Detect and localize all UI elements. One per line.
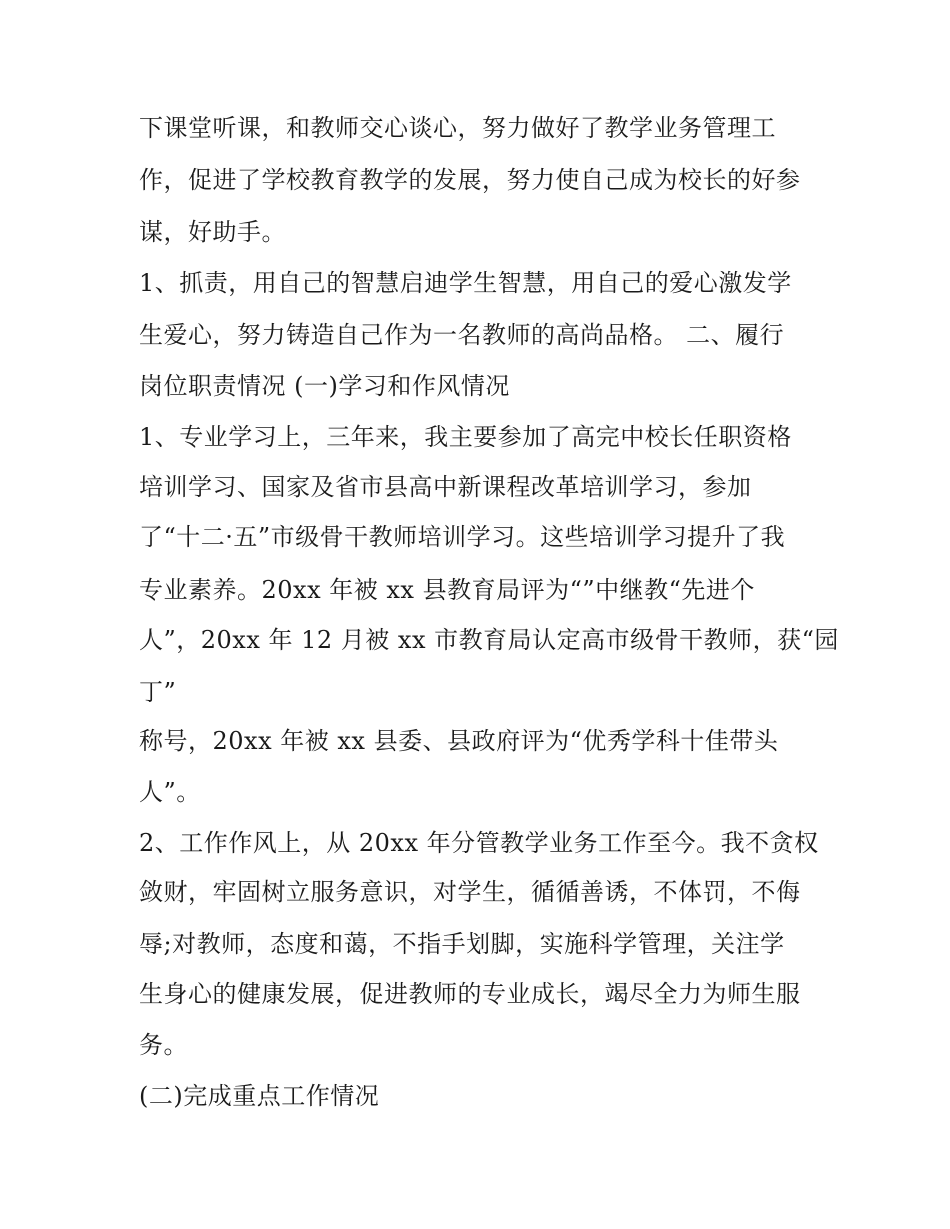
text-line: 培训学习、国家及省市县高中新课程改革培训学习，参加 bbox=[139, 473, 752, 501]
text-line: 作，促进了学校教育教学的发展，努力使自己成为校长的好参 bbox=[139, 166, 801, 194]
text-line: 敛财，牢固树立服务意识，对学生，循循善诱，不体罚，不侮 bbox=[139, 878, 801, 906]
text-line: 专业素养。20xx 年被 xx 县教育局评为“”中继教“先进个 bbox=[139, 576, 755, 604]
text-line: 下课堂听课，和教师交心谈心，努力做好了教学业务管理工 bbox=[139, 114, 776, 142]
section-heading: (二)完成重点工作情况 bbox=[139, 1082, 380, 1110]
text-line: 人”，20xx 年 12 月被 xx 市教育局认定高市级骨干教师，获“园 bbox=[139, 626, 839, 654]
text-line: 丁” bbox=[139, 678, 177, 706]
text-line: 岗位职责情况 (一)学习和作风情况 bbox=[139, 372, 510, 400]
text-line: 人”。 bbox=[139, 778, 201, 806]
text-line: 1、抓责，用自己的智慧启迪学生智慧，用自己的爱心激发学 bbox=[139, 269, 792, 297]
text-line: 称号，20xx 年被 xx 县委、县政府评为“优秀学科十佳带头 bbox=[139, 727, 779, 755]
text-line: 务。 bbox=[139, 1031, 188, 1059]
text-line: 1、专业学习上，三年来，我主要参加了高完中校长任职资格 bbox=[139, 423, 792, 451]
text-line: 2、工作作风上，从 20xx 年分管教学业务工作至今。我不贪权 bbox=[139, 829, 819, 857]
text-line: 了“十二·五”市级骨干教师培训学习。这些培训学习提升了我 bbox=[139, 523, 786, 551]
text-line: 辱;对教师，态度和蔼，不指手划脚，实施科学管理，关注学 bbox=[139, 930, 785, 958]
text-line: 生身心的健康发展，促进教师的专业成长，竭尽全力为师生服 bbox=[139, 980, 801, 1008]
text-line: 生爱心，努力铸造自己作为一名教师的高尚品格。 二、履行 bbox=[139, 321, 785, 349]
text-line: 谋，好助手。 bbox=[139, 218, 286, 246]
